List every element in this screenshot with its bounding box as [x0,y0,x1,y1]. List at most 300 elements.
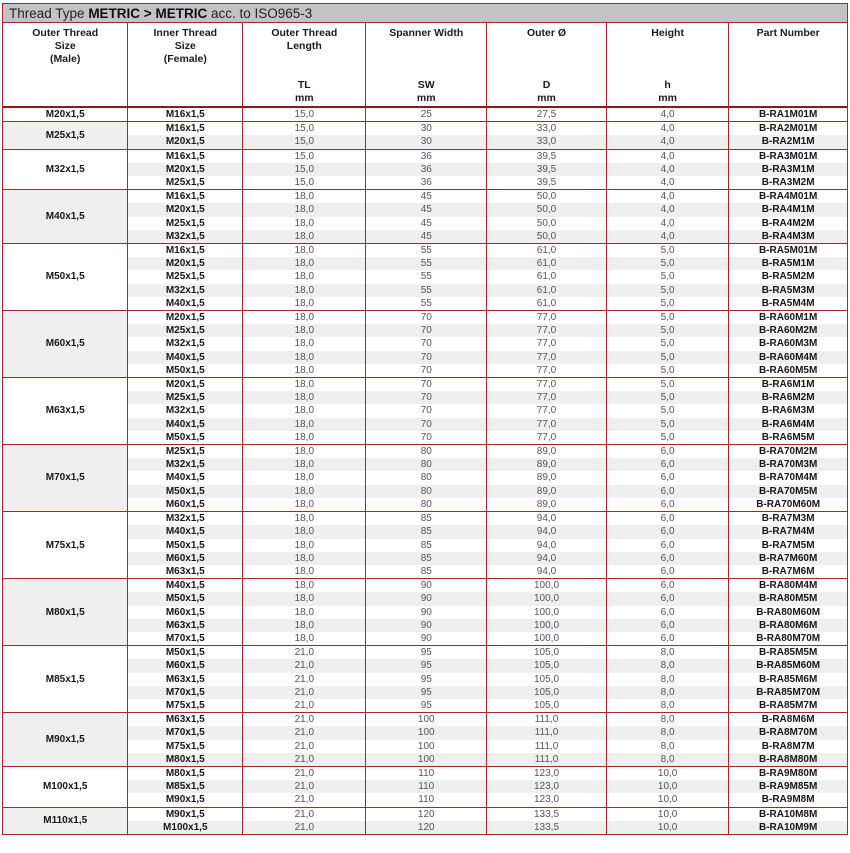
table-row [3,337,847,350]
height-cell: 8,0 [606,646,728,660]
tl-cell: 18,0 [243,284,366,297]
height-cell: 8,0 [606,673,728,686]
part-number-cell: B-RA60M1M [729,311,847,325]
sw-cell: 36 [366,176,487,190]
height-cell: 10,0 [606,821,728,834]
tl-cell: 18,0 [243,244,366,258]
outer-thread-size-cell: M20x1,5 [3,107,128,122]
outer-diameter-cell: 123,0 [487,793,607,807]
sw-cell: 80 [366,445,487,459]
inner-thread-size-cell: M32x1,5 [128,230,243,244]
inner-thread-size-cell: M32x1,5 [128,337,243,350]
part-number-cell: B-RA85M5M [729,646,847,660]
inner-thread-size-cell: M32x1,5 [128,512,243,526]
table-row [3,431,847,445]
height-cell: 5,0 [606,351,728,364]
outer-diameter-cell: 94,0 [487,565,607,579]
col-header-outer-thread-length [243,23,366,107]
outer-diameter-cell: 77,0 [487,391,607,404]
table-row [3,270,847,283]
height-cell: 6,0 [606,632,728,646]
table-row [3,699,847,713]
outer-diameter-cell: 77,0 [487,324,607,337]
inner-thread-size-cell: M90x1,5 [128,807,243,821]
table-row [3,807,847,821]
inner-thread-size-cell: M100x1,5 [128,821,243,834]
part-number-cell: B-RA8M6M [729,713,847,727]
inner-thread-size-cell: M63x1,5 [128,565,243,579]
tl-cell: 18,0 [243,606,366,619]
outer-thread-length-symbol-unit: TL mm [294,79,314,104]
tl-cell: 21,0 [243,821,366,834]
table-row [3,740,847,753]
outer-thread-size-cell: M100x1,5 [3,766,128,807]
sw-cell: 85 [366,512,487,526]
table-row [3,512,847,526]
part-number-cell: B-RA5M01M [729,244,847,258]
sw-cell: 80 [366,458,487,471]
inner-thread-size-cell: M40x1,5 [128,579,243,593]
sw-cell: 70 [366,391,487,404]
title-suffix: acc. to ISO965-3 [207,6,313,21]
part-number-cell: B-RA7M6M [729,565,847,579]
outer-thread-size-cell: M25x1,5 [3,122,128,149]
outer-diameter-cell: 111,0 [487,726,607,739]
height-cell: 10,0 [606,766,728,780]
tl-cell: 21,0 [243,766,366,780]
outer-diameter-cell: 123,0 [487,766,607,780]
height-cell: 5,0 [606,311,728,325]
outer-diameter-cell: 100,0 [487,619,607,632]
height-cell: 4,0 [606,149,728,163]
tl-cell: 18,0 [243,337,366,350]
part-number-cell: B-RA3M2M [729,176,847,190]
part-number-cell: B-RA5M3M [729,284,847,297]
height-cell: 5,0 [606,364,728,378]
sw-cell: 100 [366,753,487,767]
height-cell: 4,0 [606,217,728,230]
height-cell: 5,0 [606,270,728,283]
outer-thread-size-cell: M63x1,5 [3,378,128,445]
table-row [3,149,847,163]
inner-thread-size-cell: M20x1,5 [128,311,243,325]
table-row [3,297,847,311]
sw-cell: 95 [366,673,487,686]
sw-cell: 80 [366,498,487,512]
inner-thread-size-cell: M50x1,5 [128,364,243,378]
sw-cell: 90 [366,579,487,593]
height-cell: 5,0 [606,284,728,297]
outer-diameter-cell: 77,0 [487,418,607,431]
table-body [3,107,847,834]
outer-diameter-cell: 105,0 [487,659,607,672]
sw-cell: 70 [366,378,487,392]
tl-cell: 18,0 [243,592,366,605]
sw-cell: 70 [366,364,487,378]
height-cell: 6,0 [606,539,728,552]
inner-thread-size-cell: M50x1,5 [128,646,243,660]
sw-cell: 36 [366,163,487,176]
tl-cell: 18,0 [243,364,366,378]
tl-cell: 18,0 [243,324,366,337]
tl-cell: 21,0 [243,659,366,672]
inner-thread-size-cell: M16x1,5 [128,122,243,136]
table-row [3,713,847,727]
table-row [3,659,847,672]
inner-thread-size-cell: M25x1,5 [128,391,243,404]
outer-diameter-cell: 77,0 [487,404,607,417]
outer-diameter-cell: 89,0 [487,471,607,484]
height-cell: 5,0 [606,431,728,445]
tl-cell: 21,0 [243,713,366,727]
tl-cell: 15,0 [243,176,366,190]
inner-thread-size-cell: M60x1,5 [128,498,243,512]
sw-cell: 30 [366,122,487,136]
sw-cell: 100 [366,726,487,739]
sw-cell: 70 [366,337,487,350]
sw-cell: 95 [366,659,487,672]
inner-thread-size-cell: M50x1,5 [128,431,243,445]
inner-thread-size-cell: M16x1,5 [128,107,243,122]
table-row [3,471,847,484]
part-number-cell: B-RA70M2M [729,445,847,459]
tl-cell: 21,0 [243,740,366,753]
part-number-cell: B-RA7M3M [729,512,847,526]
part-number-cell: B-RA10M8M [729,807,847,821]
col-header-part-number [729,23,847,107]
sw-cell: 100 [366,740,487,753]
outer-diameter-cell: 94,0 [487,552,607,565]
sw-cell: 55 [366,257,487,270]
inner-thread-size-cell: M32x1,5 [128,284,243,297]
height-cell: 4,0 [606,135,728,149]
height-cell: 6,0 [606,525,728,538]
outer-thread-size-cell: M50x1,5 [3,244,128,311]
sw-cell: 45 [366,190,487,204]
table-row [3,766,847,780]
table-row [3,244,847,258]
part-number-cell: B-RA8M70M [729,726,847,739]
tl-cell: 18,0 [243,217,366,230]
height-cell: 6,0 [606,592,728,605]
part-number-cell: B-RA3M1M [729,163,847,176]
outer-diameter-symbol-unit: D mm [537,79,556,104]
height-cell: 8,0 [606,686,728,699]
table-row [3,619,847,632]
outer-diameter-cell: 61,0 [487,244,607,258]
height-cell: 6,0 [606,485,728,498]
part-number-cell: B-RA6M3M [729,404,847,417]
sw-cell: 55 [366,284,487,297]
table-row [3,203,847,216]
outer-thread-size-cell: M85x1,5 [3,646,128,713]
sw-cell: 25 [366,107,487,122]
part-number-cell: B-RA6M2M [729,391,847,404]
height-cell: 8,0 [606,726,728,739]
inner-thread-size-cell: M60x1,5 [128,659,243,672]
outer-diameter-cell: 33,0 [487,122,607,136]
tl-cell: 15,0 [243,163,366,176]
outer-diameter-cell: 61,0 [487,297,607,311]
part-number-cell: B-RA80M4M [729,579,847,593]
table-row [3,458,847,471]
height-cell: 6,0 [606,565,728,579]
outer-thread-size-symbol-unit [3,103,127,104]
table-row [3,485,847,498]
inner-thread-size-cell: M40x1,5 [128,351,243,364]
inner-thread-size-cell: M50x1,5 [128,539,243,552]
outer-diameter-cell: 77,0 [487,378,607,392]
sw-cell: 85 [366,552,487,565]
outer-thread-length-label: Outer Thread Length [271,27,338,52]
part-number-cell: B-RA9M85M [729,780,847,793]
table-row [3,190,847,204]
outer-diameter-cell: 94,0 [487,539,607,552]
tl-cell: 18,0 [243,632,366,646]
tl-cell: 15,0 [243,107,366,122]
table-row [3,324,847,337]
outer-diameter-cell: 100,0 [487,579,607,593]
part-number-cell: B-RA6M1M [729,378,847,392]
sw-cell: 80 [366,485,487,498]
sw-cell: 45 [366,217,487,230]
table-row [3,364,847,378]
table-row [3,404,847,417]
outer-diameter-cell: 77,0 [487,311,607,325]
inner-thread-size-cell: M20x1,5 [128,135,243,149]
table-row [3,673,847,686]
tl-cell: 18,0 [243,418,366,431]
tl-cell: 21,0 [243,726,366,739]
outer-diameter-cell: 94,0 [487,525,607,538]
table-row [3,686,847,699]
outer-diameter-cell: 39,5 [487,149,607,163]
tl-cell: 18,0 [243,458,366,471]
tl-cell: 18,0 [243,391,366,404]
tl-cell: 18,0 [243,230,366,244]
height-cell: 6,0 [606,445,728,459]
outer-diameter-cell: 111,0 [487,753,607,767]
outer-diameter-cell: 27,5 [487,107,607,122]
part-number-cell: B-RA70M3M [729,458,847,471]
table-row [3,498,847,512]
table-row [3,821,847,834]
part-number-cell: B-RA85M6M [729,673,847,686]
height-symbol-unit: h mm [658,79,677,104]
inner-thread-size-cell: M40x1,5 [128,297,243,311]
inner-thread-size-cell: M16x1,5 [128,244,243,258]
tl-cell: 15,0 [243,135,366,149]
outer-diameter-cell: 100,0 [487,592,607,605]
outer-diameter-cell: 89,0 [487,498,607,512]
outer-diameter-cell: 39,5 [487,176,607,190]
inner-thread-size-cell: M90x1,5 [128,793,243,807]
tl-cell: 18,0 [243,565,366,579]
outer-diameter-cell: 77,0 [487,337,607,350]
part-number-cell: B-RA4M3M [729,230,847,244]
height-cell: 10,0 [606,807,728,821]
outer-diameter-cell: 33,0 [487,135,607,149]
table-row [3,579,847,593]
tl-cell: 18,0 [243,311,366,325]
part-number-cell: B-RA7M5M [729,539,847,552]
table-row [3,311,847,325]
inner-thread-size-cell: M20x1,5 [128,378,243,392]
part-number-cell: B-RA1M01M [729,107,847,122]
tl-cell: 18,0 [243,190,366,204]
table-row [3,257,847,270]
part-number-cell: B-RA80M5M [729,592,847,605]
height-cell: 5,0 [606,404,728,417]
height-cell: 5,0 [606,337,728,350]
height-cell: 8,0 [606,699,728,713]
part-number-cell: B-RA8M7M [729,740,847,753]
outer-thread-size-cell: M60x1,5 [3,311,128,378]
height-cell: 8,0 [606,740,728,753]
part-number-cell: B-RA4M1M [729,203,847,216]
inner-thread-size-cell: M25x1,5 [128,217,243,230]
table-row [3,606,847,619]
inner-thread-size-cell: M20x1,5 [128,257,243,270]
outer-diameter-cell: 94,0 [487,512,607,526]
inner-thread-size-cell: M75x1,5 [128,740,243,753]
outer-thread-size-cell: M40x1,5 [3,190,128,244]
part-number-cell: B-RA3M01M [729,149,847,163]
spanner-width-label: Spanner Width [389,27,464,39]
sw-cell: 120 [366,807,487,821]
height-cell: 10,0 [606,780,728,793]
part-number-cell: B-RA8M80M [729,753,847,767]
tl-cell: 21,0 [243,807,366,821]
table-row [3,565,847,579]
height-cell: 4,0 [606,107,728,122]
height-cell: 4,0 [606,203,728,216]
sw-cell: 90 [366,632,487,646]
tl-cell: 18,0 [243,498,366,512]
sw-cell: 80 [366,471,487,484]
sw-cell: 70 [366,431,487,445]
sw-cell: 100 [366,713,487,727]
sw-cell: 30 [366,135,487,149]
tl-cell: 18,0 [243,270,366,283]
tl-cell: 18,0 [243,351,366,364]
sw-cell: 90 [366,592,487,605]
outer-diameter-cell: 111,0 [487,740,607,753]
height-cell: 6,0 [606,579,728,593]
sw-cell: 95 [366,646,487,660]
outer-diameter-cell: 61,0 [487,270,607,283]
tl-cell: 18,0 [243,485,366,498]
sw-cell: 110 [366,766,487,780]
tl-cell: 18,0 [243,619,366,632]
tl-cell: 18,0 [243,378,366,392]
inner-thread-size-cell: M25x1,5 [128,270,243,283]
outer-diameter-cell: 123,0 [487,780,607,793]
col-header-spanner-width [366,23,487,107]
part-number-cell: B-RA60M2M [729,324,847,337]
inner-thread-size-cell: M25x1,5 [128,324,243,337]
outer-diameter-cell: 105,0 [487,686,607,699]
sw-cell: 85 [366,525,487,538]
tl-cell: 18,0 [243,431,366,445]
inner-thread-size-cell: M50x1,5 [128,592,243,605]
height-cell: 8,0 [606,659,728,672]
table-row [3,230,847,244]
inner-thread-size-cell: M25x1,5 [128,445,243,459]
sw-cell: 85 [366,565,487,579]
outer-diameter-cell: 105,0 [487,646,607,660]
height-cell: 4,0 [606,122,728,136]
outer-diameter-cell: 77,0 [487,351,607,364]
tl-cell: 18,0 [243,471,366,484]
height-cell: 6,0 [606,552,728,565]
part-number-cell: B-RA5M2M [729,270,847,283]
height-cell: 5,0 [606,257,728,270]
inner-thread-size-cell: M50x1,5 [128,485,243,498]
table-row [3,793,847,807]
outer-diameter-cell: 100,0 [487,606,607,619]
table-header [3,23,847,107]
inner-thread-size-symbol-unit [128,103,242,104]
height-label: Height [651,27,684,39]
outer-diameter-cell: 77,0 [487,364,607,378]
height-cell: 6,0 [606,606,728,619]
part-number-cell: B-RA6M5M [729,431,847,445]
inner-thread-size-cell: M70x1,5 [128,726,243,739]
part-number-cell: B-RA9M80M [729,766,847,780]
tl-cell: 18,0 [243,579,366,593]
tl-cell: 18,0 [243,445,366,459]
inner-thread-size-cell: M60x1,5 [128,552,243,565]
tl-cell: 21,0 [243,699,366,713]
part-number-cell: B-RA85M70M [729,686,847,699]
outer-diameter-cell: 133,5 [487,821,607,834]
tl-cell: 21,0 [243,780,366,793]
part-number-cell: B-RA2M1M [729,135,847,149]
part-number-cell: B-RA2M01M [729,122,847,136]
table-row [3,525,847,538]
outer-diameter-cell: 50,0 [487,203,607,216]
outer-diameter-cell: 77,0 [487,431,607,445]
height-cell: 10,0 [606,793,728,807]
table-row [3,539,847,552]
table-row [3,378,847,392]
col-header-inner-thread-size [128,23,243,107]
table-row [3,107,847,122]
header-row [3,23,847,107]
height-cell: 5,0 [606,324,728,337]
outer-thread-size-cell: M110x1,5 [3,807,128,834]
outer-diameter-cell: 89,0 [487,445,607,459]
height-cell: 8,0 [606,713,728,727]
table-row [3,646,847,660]
height-cell: 6,0 [606,512,728,526]
sw-cell: 70 [366,311,487,325]
outer-thread-size-cell: M90x1,5 [3,713,128,767]
sw-cell: 55 [366,297,487,311]
inner-thread-size-cell: M80x1,5 [128,766,243,780]
outer-thread-size-label: Outer Thread Size (Male) [32,27,99,65]
inner-thread-size-cell: M63x1,5 [128,619,243,632]
inner-thread-size-cell: M16x1,5 [128,190,243,204]
outer-diameter-cell: 100,0 [487,632,607,646]
inner-thread-size-cell: M32x1,5 [128,458,243,471]
height-cell: 6,0 [606,498,728,512]
inner-thread-size-cell: M20x1,5 [128,203,243,216]
height-cell: 4,0 [606,230,728,244]
part-number-cell: B-RA60M5M [729,364,847,378]
tl-cell: 21,0 [243,673,366,686]
